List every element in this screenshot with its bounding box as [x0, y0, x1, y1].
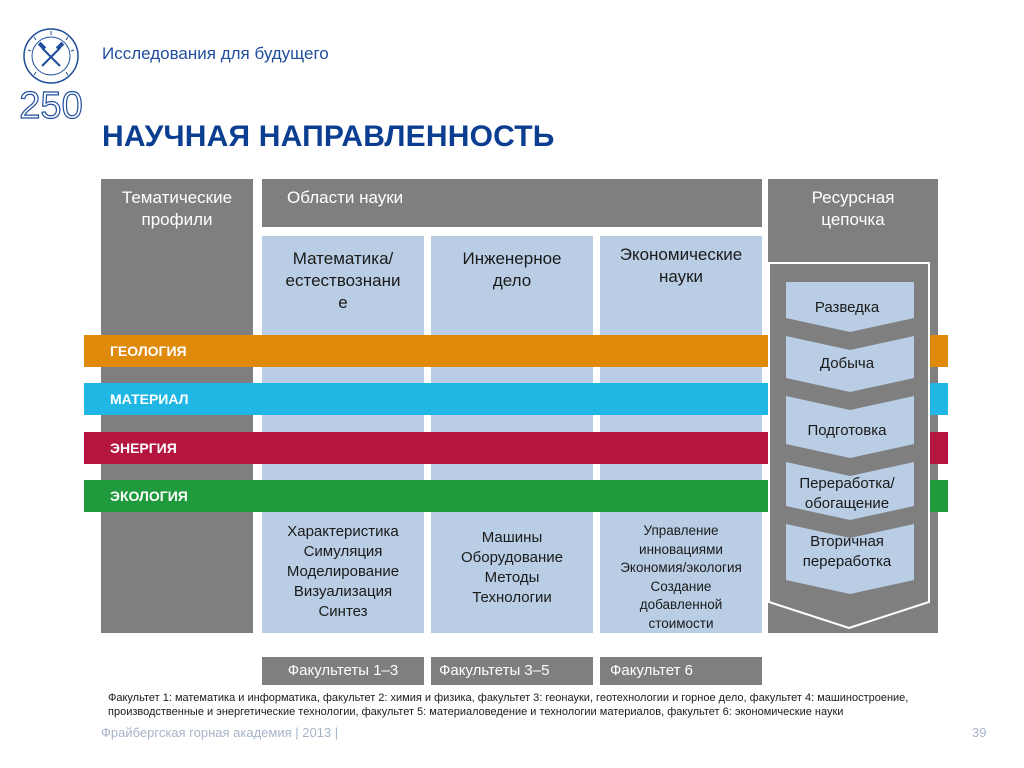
column-items-math: [262, 522, 424, 622]
faculty-footnote: Факультет 1: математика и информатика, факультет 2: химия и физика, факультет 3: геонауки, геотехнологии и горное дело, факультет 4: машиностроение, производственные и энергетические технологии, факультет 5: материаловедение и технологии материалов, факультет 6: экономические науки: [108, 692, 909, 718]
page-number: 39: [972, 725, 987, 740]
list-item: инновациями: [639, 541, 723, 557]
chain-label-extraction: Добыча: [819, 355, 875, 372]
list-item: добавленной: [639, 597, 723, 612]
list-item: Технологии: [472, 589, 552, 606]
column-items-engineering: [431, 528, 593, 608]
resource-chain-header: Ресурсная цепочка: [811, 188, 895, 229]
list-item: Машины: [481, 529, 543, 546]
faculty-label-3-5: Факультеты 3–5: [431, 657, 593, 685]
academy-seal-icon: [6, 28, 96, 124]
faculty-label-1-3: Факультеты 1–3: [262, 657, 424, 685]
band-label-ecology: ЭКОЛОГИЯ: [110, 488, 188, 504]
list-item: Экономия/экология: [620, 560, 742, 575]
band-label-geology: ГЕОЛОГИЯ: [110, 343, 187, 359]
band-label-material: МАТЕРИАЛ: [110, 391, 189, 407]
science-areas-header: Области науки: [287, 188, 404, 207]
footer-text: Фрайбергская горная академия | 2013 |: [101, 725, 339, 740]
list-item: Управление: [643, 523, 719, 538]
list-item: Синтез: [318, 603, 368, 620]
chain-label-exploration: Разведка: [814, 299, 880, 316]
list-item: Визуализация: [293, 583, 393, 600]
thematic-profiles-header: Тематические профили: [121, 188, 233, 229]
chain-label-recycling: Вторичная переработка: [802, 533, 892, 570]
column-title-math: Математика/ естествознани е: [285, 249, 401, 312]
page-subtitle: Исследования для будущего: [102, 44, 329, 63]
list-item: Создание: [650, 578, 712, 594]
list-item: Моделирование: [286, 563, 400, 580]
page-title: НАУЧНАЯ НАПРАВЛЕННОСТЬ: [102, 120, 555, 153]
list-item: Методы: [484, 569, 540, 586]
list-item: стоимости: [648, 615, 714, 631]
band-label-energy: ЭНЕРГИЯ: [110, 440, 177, 456]
list-item: Характеристика: [287, 523, 399, 540]
chain-label-preparation: Подготовка: [807, 422, 887, 439]
column-items-economics: [600, 522, 762, 633]
academy-logo: [6, 28, 96, 124]
chain-label-processing: Переработка/ обогащение: [799, 475, 895, 512]
column-title-economics: Экономические науки: [619, 245, 743, 286]
faculty-label-6: Факультет 6: [600, 657, 762, 685]
list-item: Оборудование: [460, 549, 564, 566]
list-item: Симуляция: [303, 543, 383, 560]
logo-number: 250: [19, 85, 83, 124]
column-title-engineering: Инженерное дело: [462, 249, 562, 290]
